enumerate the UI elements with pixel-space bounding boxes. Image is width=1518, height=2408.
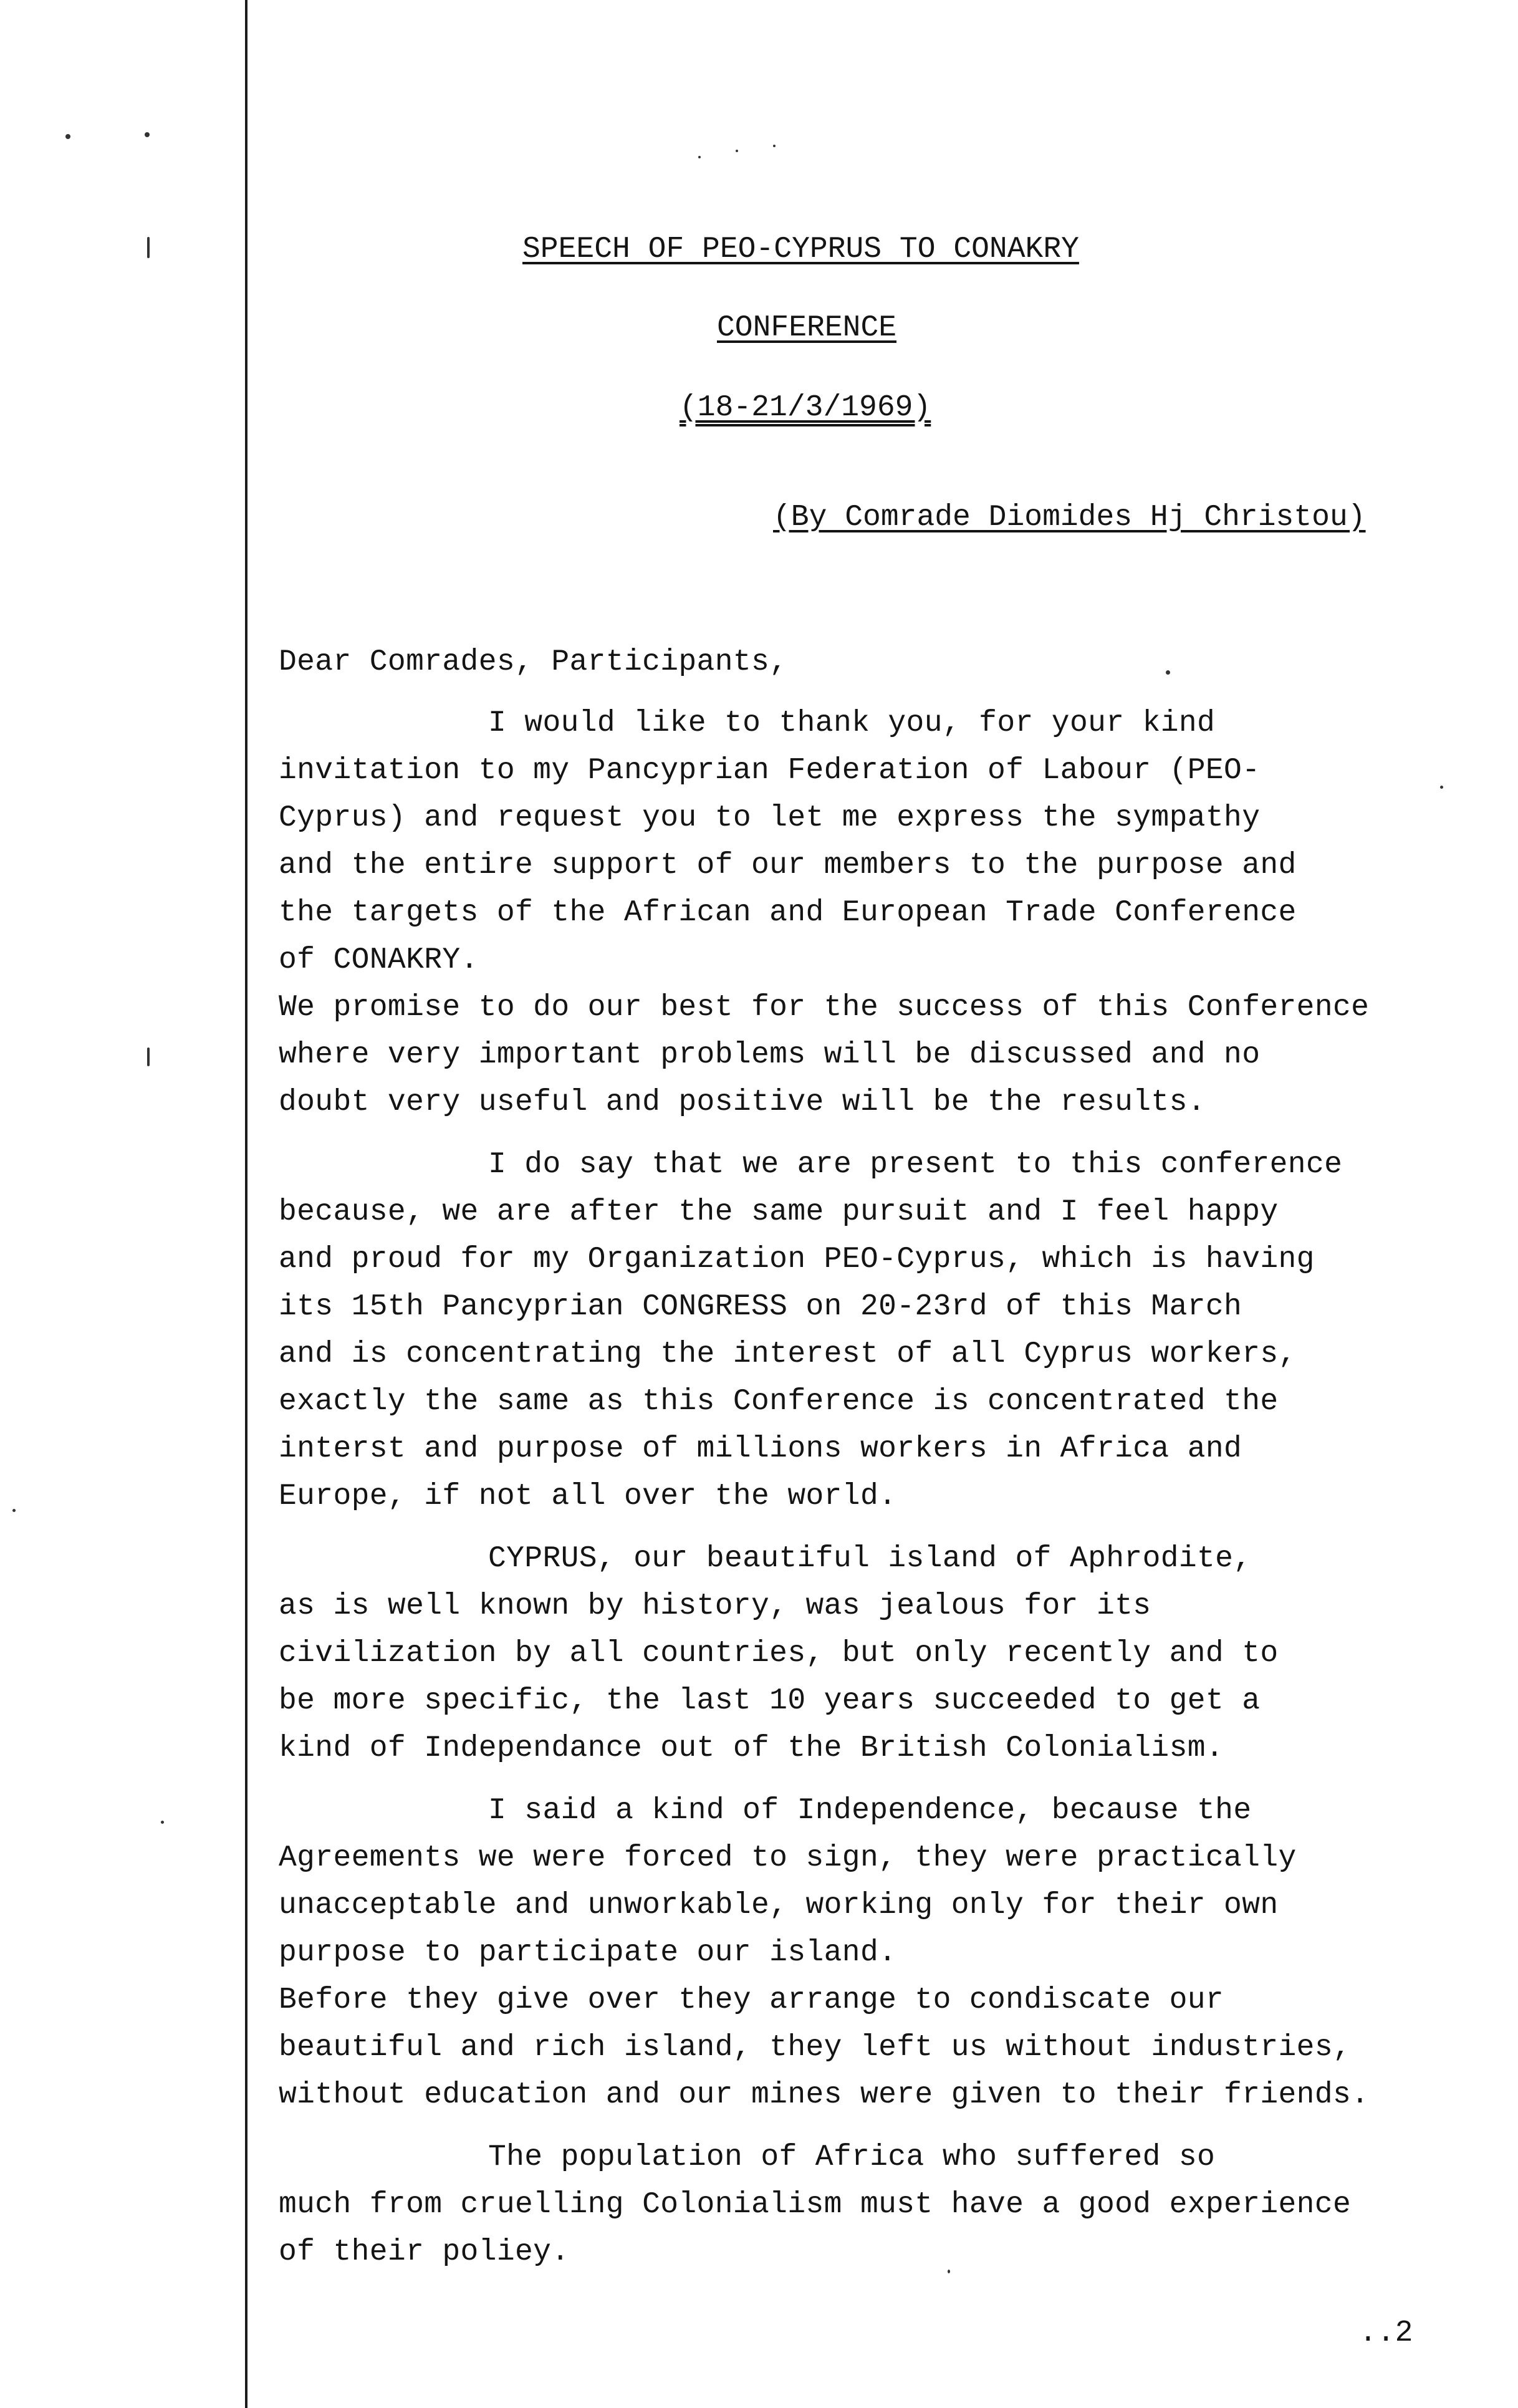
speech-author: (By Comrade Diomides Hj Christou) xyxy=(773,501,1366,534)
text-line: Agreements we were forced to sign, they were practically xyxy=(279,1841,1297,1875)
conference-date: (18-21/3/1969) xyxy=(680,391,931,425)
text-line: I would like to thank you, for your kind xyxy=(488,706,1216,740)
text-line: I said a kind of Independence, because the xyxy=(488,1794,1252,1828)
text-line: and the entire support of our members to the purpose and xyxy=(279,849,1297,882)
text-line: The population of Africa who suffered so xyxy=(488,2141,1216,2174)
page-number: ..2 xyxy=(1359,2316,1413,2350)
text-line: invitation to my Pancyprian Federation of Labour (PEO- xyxy=(279,754,1261,787)
text-line: unacceptable and unworkable, working only for their own xyxy=(279,1889,1279,1922)
document-title: SPEECH OF PEO-CYPRUS TO CONAKRY xyxy=(522,233,1079,266)
document-subtitle: CONFERENCE xyxy=(717,311,897,345)
text-line: and is concentrating the interest of all Cyprus workers, xyxy=(279,1337,1297,1371)
text-line: much from cruelling Colonialism must have a good experience xyxy=(279,2188,1352,2222)
left-margin-rule xyxy=(245,0,247,2408)
text-line: CYPRUS, our beautiful island of Aphrodite, xyxy=(488,1542,1252,1576)
text-line: kind of Independance out of the British Colonialism. xyxy=(279,1731,1224,1765)
text-line: because, we are after the same pursuit and I feel happy xyxy=(279,1195,1279,1229)
scan-speck xyxy=(161,1821,164,1824)
scan-speck xyxy=(147,237,150,258)
scan-speck xyxy=(698,156,701,158)
text-line: civilization by all countries, but only recently and to xyxy=(279,1637,1279,1670)
scan-speck xyxy=(736,150,738,152)
text-line: where very important problems will be discussed and no xyxy=(279,1038,1261,1072)
text-line: doubt very useful and positive will be the results. xyxy=(279,1086,1206,1119)
scan-speck xyxy=(773,145,776,147)
scan-speck xyxy=(948,2270,950,2273)
scan-speck xyxy=(12,1509,16,1512)
scan-speck xyxy=(147,1047,150,1066)
text-line: the targets of the African and European Trade Conference xyxy=(279,896,1297,930)
text-line: I do say that we are present to this conference xyxy=(488,1148,1343,1182)
text-line: of their poliey. xyxy=(279,2235,570,2269)
salutation: Dear Comrades, Participants, xyxy=(279,645,788,679)
text-line: exactly the same as this Conference is concentrated the xyxy=(279,1385,1279,1418)
text-line: Europe, if not all over the world. xyxy=(279,1480,897,1513)
text-line: purpose to participate our island. xyxy=(279,1936,897,1970)
scan-speck xyxy=(1440,786,1443,789)
text-line: as is well known by history, was jealous for its xyxy=(279,1589,1151,1623)
text-line: its 15th Pancyprian CONGRESS on 20-23rd of this March xyxy=(279,1290,1242,1324)
text-line: Before they give over they arrange to condiscate our xyxy=(279,1983,1224,2017)
scan-speck xyxy=(1166,670,1170,675)
text-line: We promise to do our best for the success of this Conference xyxy=(279,991,1370,1024)
text-line: Cyprus) and request you to let me express the sympathy xyxy=(279,801,1261,835)
text-line: interst and purpose of millions workers in Africa and xyxy=(279,1432,1242,1466)
text-line: without education and our mines were given to their friends. xyxy=(279,2078,1370,2112)
scan-speck xyxy=(145,132,150,137)
text-line: beautiful and rich island, they left us without industries, xyxy=(279,2031,1352,2064)
text-line: of CONAKRY. xyxy=(279,943,479,977)
scan-speck xyxy=(65,134,70,139)
text-line: be more specific, the last 10 years succeeded to get a xyxy=(279,1684,1261,1718)
text-line: and proud for my Organization PEO-Cyprus, which is having xyxy=(279,1243,1315,1276)
